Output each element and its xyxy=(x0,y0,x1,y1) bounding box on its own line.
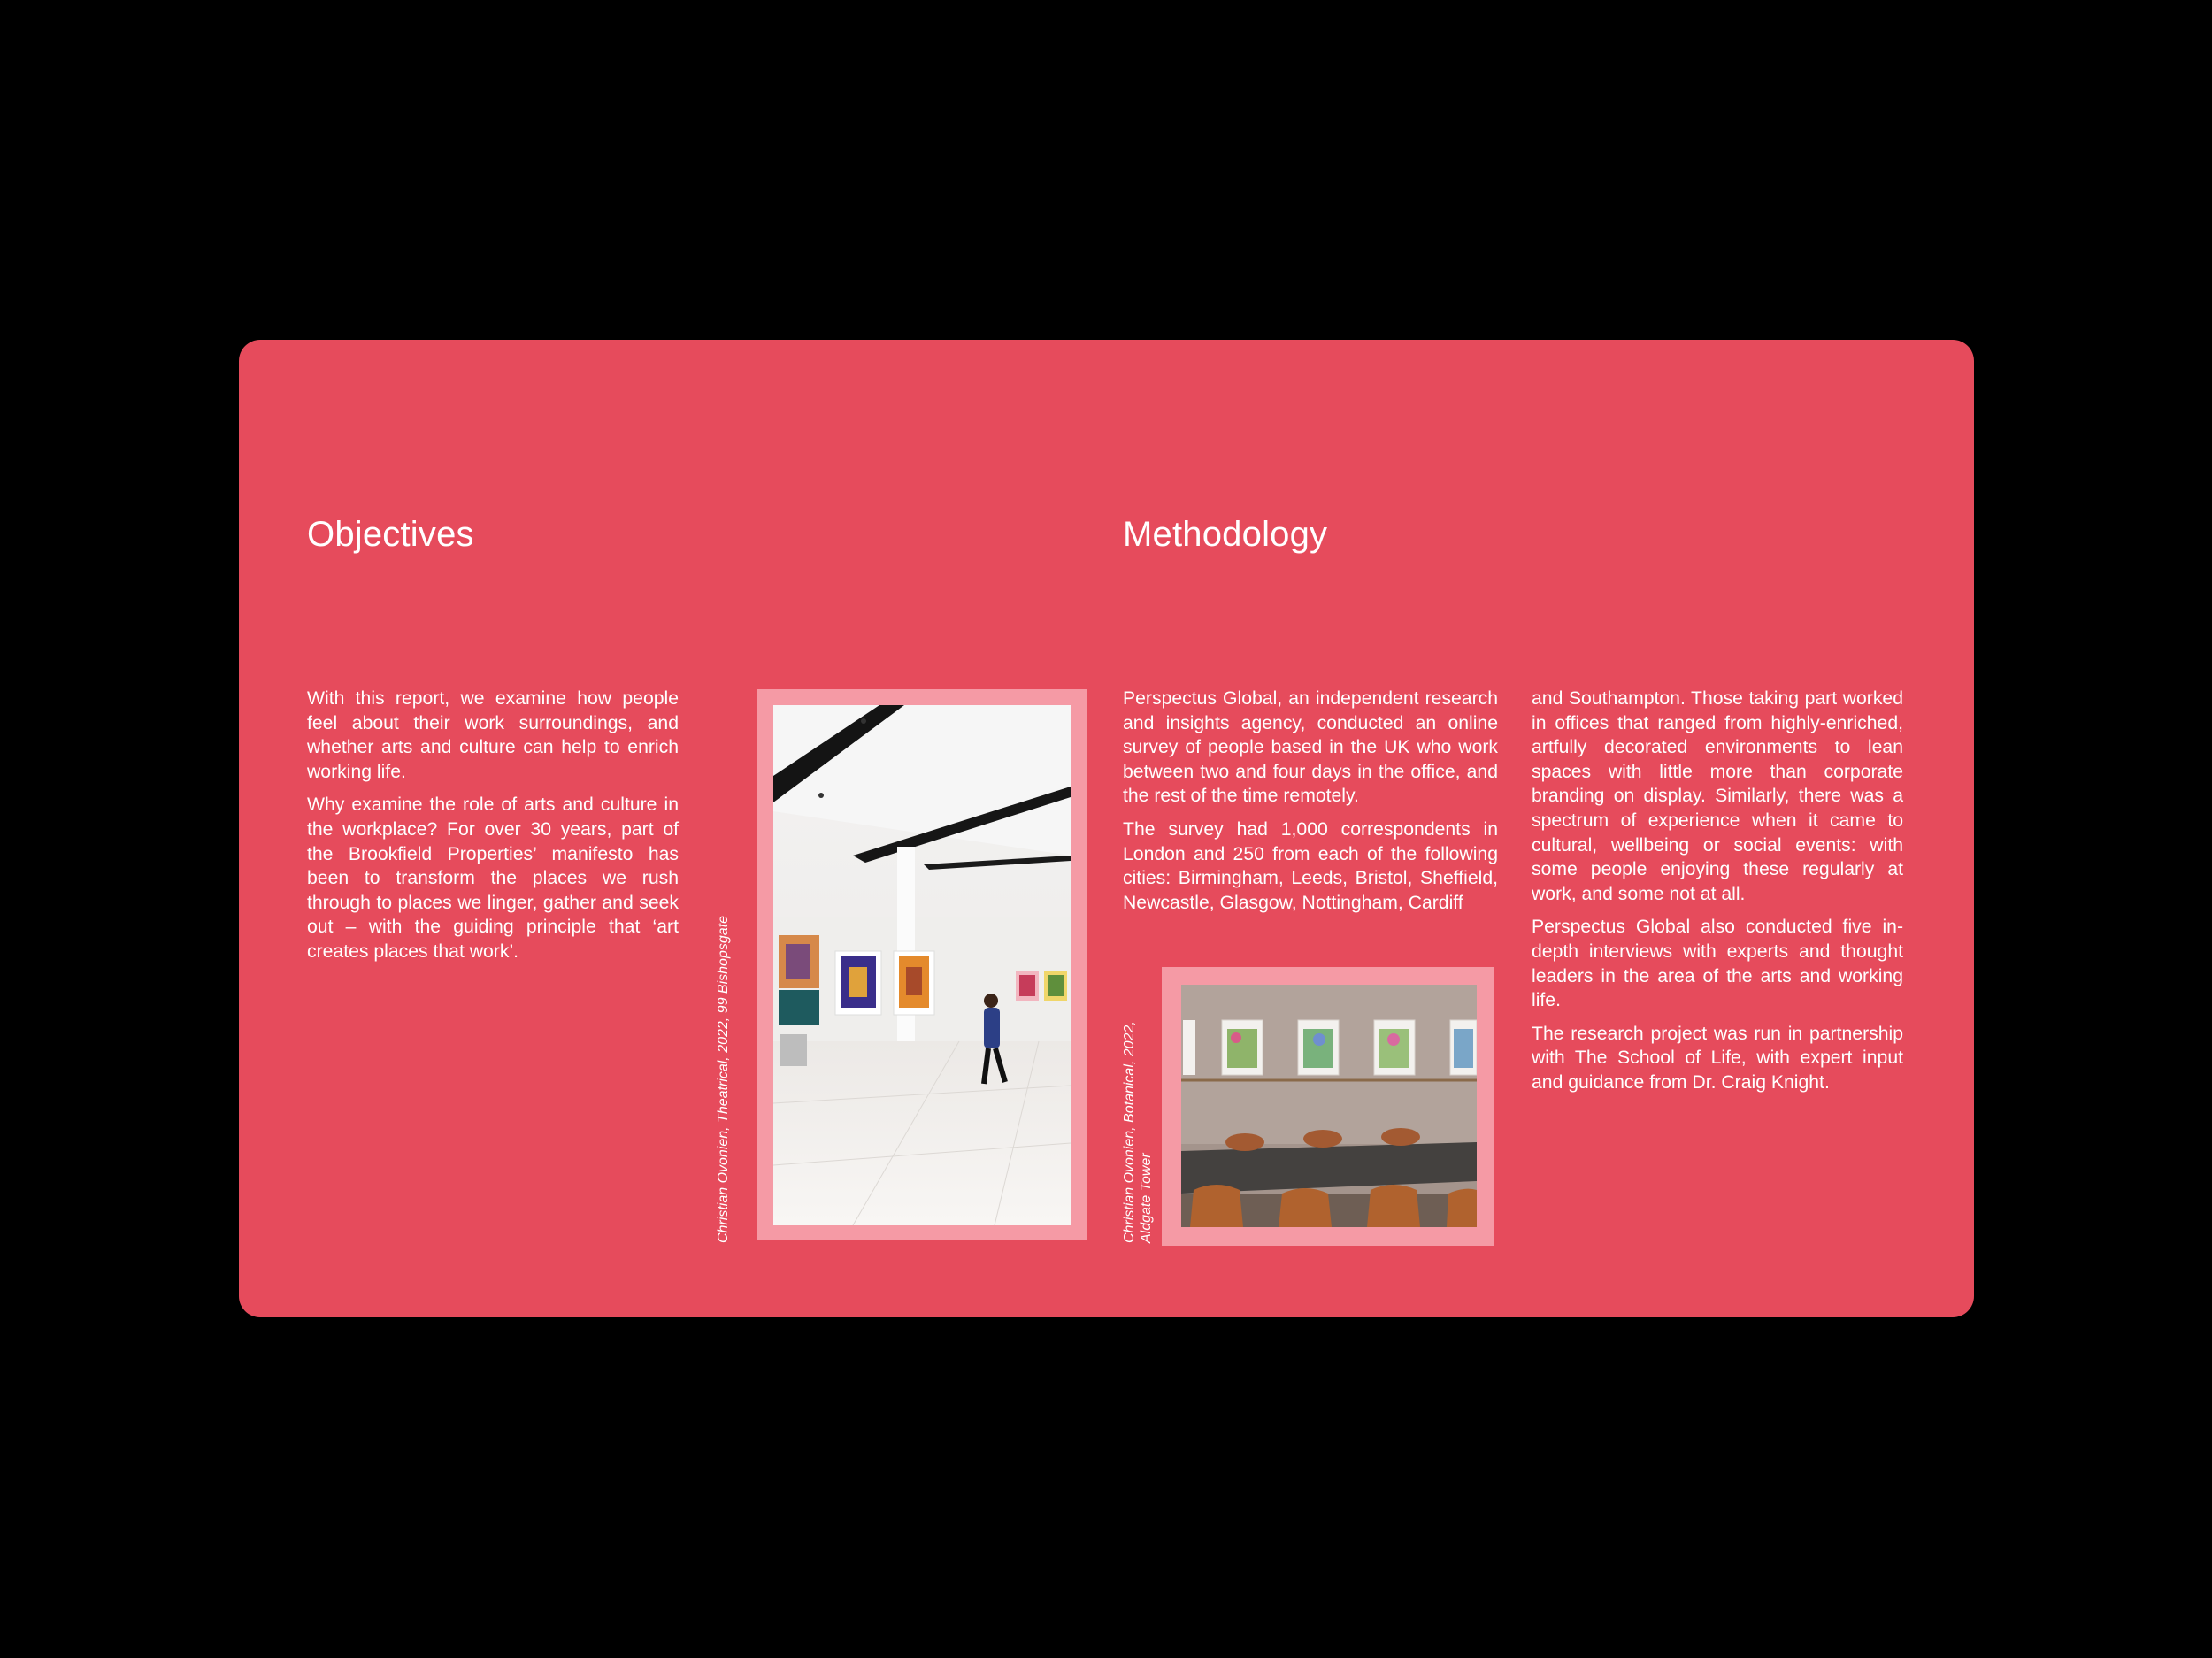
boardroom-image-frame xyxy=(1162,967,1494,1246)
methodology-paragraph: Perspectus Global, an independent research and insights agency, conducted an online survey of people based in the UK who work between two and four days in the office, and the rest of the time remotely. xyxy=(1123,688,1498,807)
gallery-image-frame xyxy=(757,689,1087,1240)
report-page-card xyxy=(239,340,1974,1317)
methodology-paragraph: and Southampton. Those taking part worked in offices that ranged from highly-enriched, artfully decorated environments to lean spaces with little more than corporate branding on display. Similarly, there was a spectrum of experience when it came to cultural, wellbeing or social events: with some people enjoying these regularly at work, and some not at all. xyxy=(1532,688,1903,904)
boardroom-caption-line-1: Christian Ovonien, Botanical, 2022, xyxy=(1122,1021,1137,1243)
methodology-heading: Methodology xyxy=(1123,515,1328,554)
objectives-text xyxy=(307,687,679,973)
objectives-paragraph: Why examine the role of arts and culture in the workplace? For over 30 years, part of the Brookfield Properties’ manifesto has been to transform the places we rush through to places we linger, gather and seek out – with the guiding principle that ‘art creates places that work’. xyxy=(307,794,679,962)
methodology-paragraph: Perspectus Global also conducted five in-depth interviews with experts and thought leaders in the area of the arts and working life. xyxy=(1532,917,1903,1011)
boardroom-image-caption xyxy=(1121,1021,1155,1243)
gallery-photo xyxy=(773,705,1071,1225)
gallery-image-caption: Christian Ovonien, Theatrical, 2022, 99 Bishopsgate xyxy=(716,916,731,1243)
methodology-text-column-1 xyxy=(1123,687,1498,924)
objectives-paragraph: With this report, we examine how people feel about their work surroundings, and whether arts and culture can help to enrich working life. xyxy=(307,688,679,782)
methodology-text-column-2 xyxy=(1532,687,1903,1104)
boardroom-photo xyxy=(1181,985,1477,1227)
methodology-paragraph: The research project was run in partnership with The School of Life, with expert input and guidance from Dr. Craig Knight. xyxy=(1532,1023,1903,1093)
boardroom-caption-line-2: Aldgate Tower xyxy=(1139,1153,1154,1243)
methodology-paragraph: The survey had 1,000 correspondents in London and 250 from each of the following cities: Birmingham, Leeds, Bristol, Sheffield, Newcastle, Glasgow, Nottingham, Cardiff xyxy=(1123,818,1498,913)
objectives-heading: Objectives xyxy=(307,515,474,554)
